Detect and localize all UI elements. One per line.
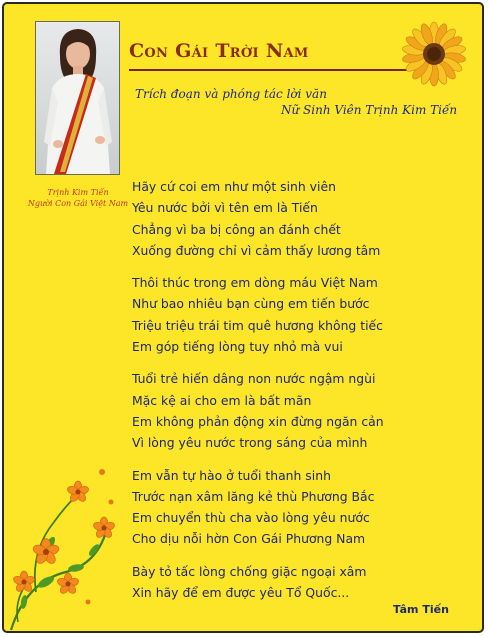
poem-line: Em chuyển thù cha vào lòng yêu nước bbox=[132, 510, 370, 526]
poem-line: Chẳng vì ba bị công an đánh chết bbox=[132, 221, 341, 237]
poem-line: Bày tỏ tấc lòng chống giặc ngoại xâm bbox=[132, 563, 367, 579]
poem-line: Tuổi trẻ hiến dâng non nước ngậm ngùi bbox=[132, 371, 376, 387]
title-underline bbox=[129, 69, 411, 71]
flower-decoration-icon bbox=[6, 452, 121, 632]
poem-line: Cho dịu nỗi hờn Con Gái Phương Nam bbox=[132, 531, 366, 547]
photo-caption bbox=[22, 187, 134, 209]
poem-line: Vì lòng yêu nước trong sáng của mình bbox=[132, 435, 368, 451]
poem-line: Như bao nhiêu bạn cùng em tiến bước bbox=[132, 296, 370, 312]
poem-line: Triệu triệu trái tim quê hương không tiếc bbox=[132, 317, 383, 333]
photo-caption-tagline: Người Con Gái Việt Nam bbox=[27, 199, 129, 208]
poem-stanza bbox=[132, 368, 462, 453]
poem-stanza bbox=[132, 176, 462, 261]
poem-signature: Tâm Tiến bbox=[393, 603, 449, 616]
poem-line: Yêu nước bởi vì tên em là Tiến bbox=[132, 200, 318, 216]
poem-line: Mặc kệ ai cho em là bất mãn bbox=[132, 392, 312, 408]
poem-body bbox=[132, 176, 462, 614]
poem-line: Thôi thúc trong em dòng máu Việt Nam bbox=[132, 275, 378, 291]
photo-caption-name: Trịnh Kim Tiến bbox=[47, 188, 109, 197]
poem-line: Trước nạn xâm lăng kẻ thù Phương Bắc bbox=[132, 488, 375, 504]
poem-line: Xin hãy để em được yêu Tổ Quốc... bbox=[132, 585, 350, 601]
sunflower-icon bbox=[399, 19, 469, 89]
poem-title: Con Gái Trời Nam bbox=[129, 40, 309, 62]
poem-line: Hãy cứ coi em như một sinh viên bbox=[132, 179, 336, 194]
poem-stanza bbox=[132, 272, 462, 357]
poem-line: Xuống đường chỉ vì cảm thấy lương tâm bbox=[132, 242, 381, 258]
portrait-photo bbox=[35, 21, 120, 175]
poem-stanza bbox=[132, 465, 462, 550]
poem-line: Em không phản động xin đừng ngăn cản bbox=[132, 413, 384, 429]
poem-line: Em vẫn tự hào ở tuổi thanh sinh bbox=[132, 467, 331, 483]
poem-card bbox=[2, 2, 484, 633]
poem-subtitle: Trích đoạn và phóng tác lời văn bbox=[135, 87, 327, 101]
poem-author: Nữ Sinh Viên Trịnh Kim Tiến bbox=[281, 103, 458, 117]
poem-stanza bbox=[132, 561, 462, 604]
poem-line: Em góp tiếng lòng tuy nhỏ mà vui bbox=[132, 339, 343, 355]
